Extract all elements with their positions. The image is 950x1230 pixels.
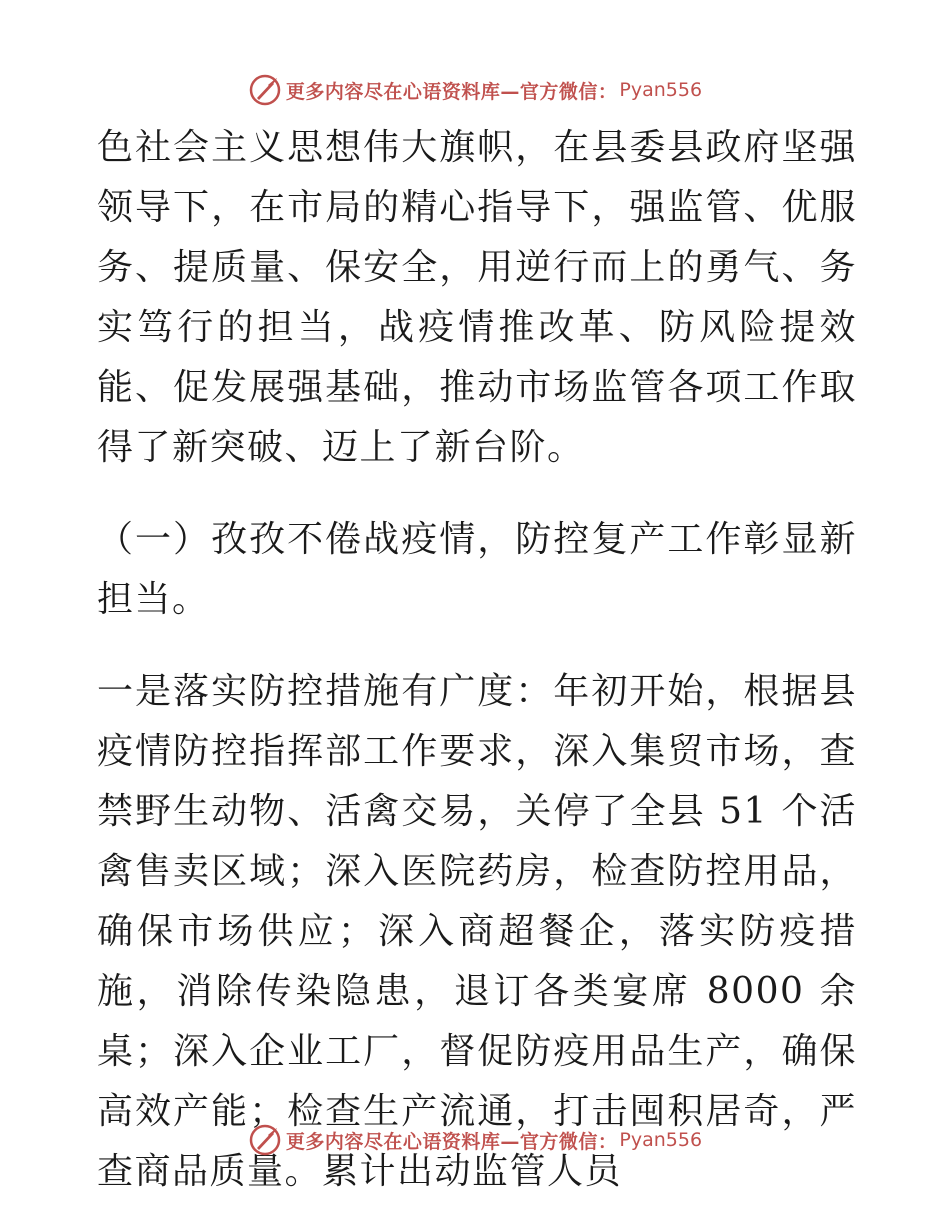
banner-wechat-id: Pyan556 (619, 79, 703, 101)
paragraph-intro: 色社会主义思想伟大旗帜，在县委县政府坚强领导下，在市局的精心指导下，强监管、优服务、提质量、保安全，用逆行而上的勇气、务实笃行的担当，战疫情推改革、防风险提效能、促发展强基础，推动市场监管各项工作取得了新突破、迈上了新台阶。 (97, 127, 857, 468)
paragraph-measures: 一是落实防控措施有广度：年初开始，根据县疫情防控指挥部工作要求，深入集贸市场，查禁野生动物、活禽交易，关停了全县 51 个活禽售卖区域；深入医院药房，检查防控用品，确保市场供应；深入商超餐企，落实防疫措施，消除传染隐患，退订各类宴席 8000 余桌；深入企业工厂，督促防疫用品生产，确保高效产能；检查生产流通，打击囤积居奇，严查商品质量。累计出动监管人员 (97, 671, 857, 1192)
section-heading: （一）孜孜不倦战疫情，防控复产工作彰显新担当。 (97, 519, 857, 620)
footer-banner (0, 1120, 950, 1160)
header-banner (0, 70, 950, 110)
document-body (97, 118, 857, 1202)
banner-wechat-id: Pyan556 (619, 1129, 703, 1151)
banner-slogan: 更多内容尽在心语资料库—官方微信： (285, 80, 618, 103)
banner-slogan: 更多内容尽在心语资料库—官方微信： (285, 1130, 618, 1153)
feather-pen-logo-icon (248, 1123, 282, 1157)
feather-pen-logo-icon (248, 73, 282, 107)
